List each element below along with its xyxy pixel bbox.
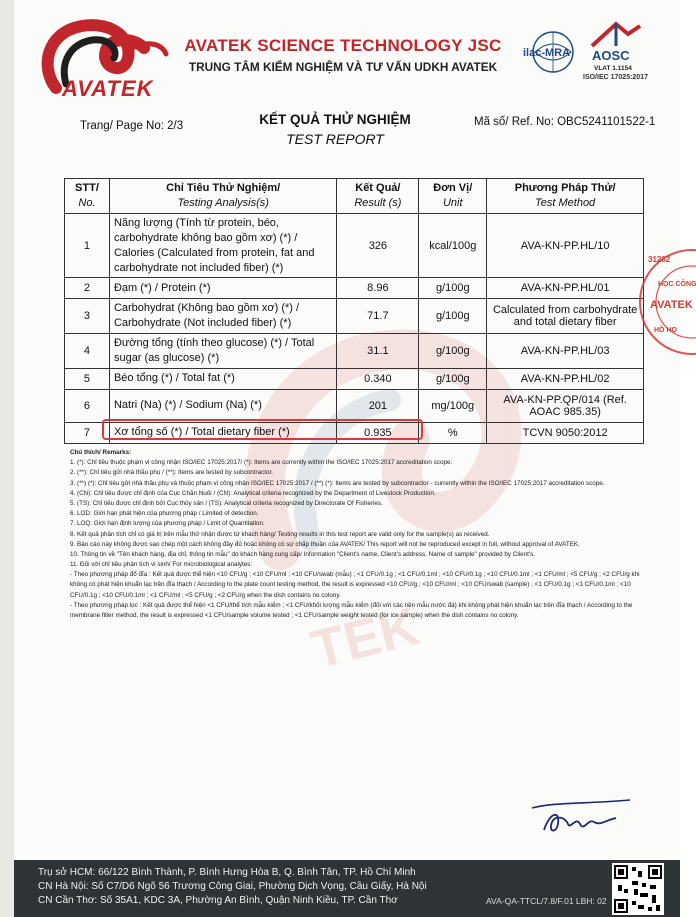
stamp-line-2: HỌC CÔNG: [658, 281, 696, 288]
remark-item: 11. Đối với chỉ tiêu phân tích vi sinh/ For microbiological analytes:: [70, 561, 253, 569]
row-no: 1: [65, 214, 110, 278]
row-result: 0.935: [337, 422, 419, 443]
page-number: Trang/ Page No: 2/3: [80, 120, 184, 132]
ilac-mra-logo: [521, 26, 577, 76]
svg-text:TEK: TEK: [305, 596, 425, 681]
row-method: Calculated from carbohydrate and total dietary fiber: [487, 299, 644, 334]
reference-number: Mã số/ Ref. No: OBC5241101522-1: [474, 116, 656, 128]
row-unit: g/100g: [419, 299, 487, 334]
row-result: 71.7: [337, 299, 419, 334]
footer-addresses: [38, 866, 427, 907]
row-analysis: Đạm (*) / Protein (*): [109, 278, 336, 299]
address-hcm: Trụ sở HCM: 66/122 Bình Thành, P. Bình Hưng Hòa B, Q. Bình Tân, TP. Hồ Chí Minh: [38, 867, 416, 878]
remark-item: - Theo phương pháp đổ đĩa : Kết quả được thể hiện <10 CFU/g ; <10 CFU/ml ; <10 CFU/swab (mẫu) ; <1 CFU/0.1g ; <1 CFU/0.1ml ; <10 CFU/0.1g ; <10 CFU/0.1ml ; <1 CFU/ml ; <5 CFU/g ; <2 CFU/g khi không có phát hiện khuẩn lạc trên đĩa thạch / According to the plate count testing method, the result is expressed <10 CFU/g ; <10 CFU/ml ; <10 CFU/swab (sample) ; <1 CFU/0.1g ; <1 CFU/0.1ml ; <10 CFU/0.1g ; <10 CFU/0.1ml ; <1 CFU/ml ; <5 CFU/g ; <2 CFU/g when the dish contains no colony.: [70, 571, 640, 599]
row-no: 5: [65, 368, 110, 389]
remarks-section: [70, 448, 650, 621]
row-result: 201: [337, 389, 419, 422]
row-no: 3: [65, 299, 110, 334]
ilac-label: ilac-MRA: [523, 47, 571, 59]
row-analysis: Carbohydrat (Không bao gồm xơ) (*) / Carbohydrate (Not included fiber) (*): [109, 299, 336, 334]
aosc-logo: [582, 20, 652, 82]
remark-item: 10. Thông tin về "Tên khách hàng, địa chỉ, thông tin mẫu" do khách hàng cung cấp/ Information "Client's name, Client's address, Name of sample" provided by Client's.: [70, 550, 536, 558]
table-row: [65, 334, 644, 369]
row-analysis: Đường tổng (tính theo glucose) (*) / Total sugar (as glucose) (*): [109, 334, 336, 369]
row-analysis: Béo tổng (*) / Total fat (*): [109, 368, 336, 389]
remark-item: 8. Kết quả phân tích chỉ có giá trị trên mẫu thử nhận được từ khách hàng/ Testing results in this test report are valid only for the sample(s) as received.: [70, 530, 490, 538]
row-no: 4: [65, 334, 110, 369]
row-no: 6: [65, 389, 110, 422]
qr-code: [612, 863, 664, 915]
row-unit: kcal/100g: [419, 214, 487, 278]
row-no: 2: [65, 278, 110, 299]
row-unit: g/100g: [419, 368, 487, 389]
red-stamp: [636, 246, 696, 358]
row-method: AVA-KN-PP.QP/014 (Ref. AOAC 985.35): [487, 389, 644, 422]
remark-item: 2. (**): Chỉ tiêu gửi nhà thầu phụ / (**): Items are tested by subcontractor.: [70, 469, 274, 477]
row-result: 8.96: [337, 278, 419, 299]
vlat-label: VLAT 1.1154: [594, 65, 632, 72]
remark-item: 6. LOD: Giới hạn phát hiện của phương pháp / Limited of detection.: [70, 510, 259, 518]
row-method: AVA-KN-PP.HL/02: [487, 368, 644, 389]
remark-item: 9. Báo cáo này không được sao chép một cách không đầy đủ hoặc không có sự chấp thuận của AVATEK/ This report will not be reproduced except in full, without approval of AVATEK.: [70, 540, 580, 548]
address-hanoi: CN Hà Nội: Số C7/D6 Ngõ 56 Trương Công Giai, Phường Dịch Vọng, Cầu Giấy, Hà Nội: [38, 880, 427, 892]
report-title-en: TEST REPORT: [286, 131, 384, 147]
row-unit: mg/100g: [419, 389, 487, 422]
company-header: [178, 36, 508, 74]
aosc-label: AOSC: [592, 48, 630, 63]
table-row: [65, 389, 644, 422]
header-analysis: Chỉ Tiêu Thử Nghiệm/ Testing Analysis(s): [109, 179, 336, 214]
remarks-heading: Chú thích/ Remarks:: [70, 449, 132, 456]
row-unit: g/100g: [419, 334, 487, 369]
row-unit: %: [419, 422, 487, 443]
row-analysis: Năng lượng (Tính từ protein, béo, carbohydrate không bao gồm xơ) (*) / Calories (Calculated from protein, fat and carbohydrate not included fiber) (*): [109, 214, 336, 278]
signature: [526, 794, 636, 840]
row-result: 31.1: [337, 334, 419, 369]
scan-edge: [0, 0, 14, 917]
table-row: [65, 368, 644, 389]
row-method: AVA-KN-PP.HL/03: [487, 334, 644, 369]
table-row: [65, 214, 644, 278]
logo-wordmark: AVATEK: [62, 76, 154, 101]
row-result: 326: [337, 214, 419, 278]
table-header-row: [65, 179, 644, 214]
address-cantho: CN Cần Thơ: Số 35A1, KDC 3A, Phường An Bình, Quận Ninh Kiều, TP. Cần Thơ: [38, 894, 398, 906]
stamp-line-4: HỒ HỌ: [654, 327, 677, 334]
remark-item: 4. (CN): Chỉ tiêu được chỉ định của Cục Chăn Nuôi / (CN): Analytical criteria recognized by the Department of Livestock Production.: [70, 489, 436, 497]
fiber-highlight-box: [102, 419, 423, 440]
row-unit: g/100g: [419, 278, 487, 299]
form-code: AVA-QA-TTCL/7.8/F.01 LBH: 02: [486, 896, 607, 906]
header-method: Phương Pháp Thử/ Test Method: [487, 179, 644, 214]
remark-item: - Theo phương pháp lọc : Kết quả được thể hiện <1 CFU/thể tích mẫu kiểm ; <1 CFU/khối lượng mẫu kiểm (đối với các nền mẫu nước đá) khi không phát hiện khuẩn lạc trên đĩa thạch / According to the membrane filter method, the result is expressed <1 CFU/sample volume tested ; <1 CFU/sample weight tested (for ice sample) when the dish contains no colony.: [70, 601, 633, 619]
row-method: AVA-KN-PP.HL/10: [487, 214, 644, 278]
remark-item: 5. (TS): Chỉ tiêu được chỉ định bởi Cục thủy sản / (TS): Analytical criteria recognized by Directorate Of Fisheries.: [70, 499, 383, 507]
company-name-en: AVATEK SCIENCE TECHNOLOGY JSC: [184, 36, 502, 55]
header-no: STT/ No.: [65, 179, 110, 214]
stamp-line-3: AVATEK: [650, 299, 693, 311]
row-result: 0.340: [337, 368, 419, 389]
iso-label: ISO/IEC 17025:2017: [583, 74, 648, 81]
row-method: TCVN 9050:2012: [487, 422, 644, 443]
report-title: [240, 112, 430, 147]
table-row: [65, 278, 644, 299]
table-row: [65, 299, 644, 334]
row-analysis: Natri (Na) (*) / Sodium (Na) (*): [109, 389, 336, 422]
remark-item: 7. LOQ: Giới hạn định lượng của phương pháp / Limit of Quantitation.: [70, 520, 265, 528]
remark-item: 1. (*): Chỉ tiêu thuộc phạm vi công nhận ISO/IEC 17025:2017/ (*): Items are currently within the ISO/IEC 17025:2017 accreditation scope.: [70, 459, 453, 467]
row-analysis: Xơ tổng số (*) / Total dietary fiber (*): [109, 422, 336, 443]
report-title-vn: KẾT QUẢ THỬ NGHIỆM: [259, 112, 411, 127]
stamp-line-1: 31262: [648, 255, 671, 264]
results-table: [64, 178, 644, 444]
footer-bar: [14, 860, 680, 917]
row-no: 7: [65, 422, 110, 443]
header-result: Kết Quả/ Result (s): [337, 179, 419, 214]
header-unit: Đơn Vị/ Unit: [419, 179, 487, 214]
company-name-vn: TRUNG TÂM KIỂM NGHIỆM VÀ TƯ VẤN UDKH AVATEK: [188, 60, 498, 74]
row-method: AVA-KN-PP.HL/01: [487, 278, 644, 299]
remark-item: 3. (**) (*): Chỉ tiêu gửi nhà thầu phụ và thuộc phạm vi công nhận ISO/IEC 17025:2017 / (**) (*): Items are tested by subcontractor - currently within the ISO/IEC 17025:2017 accreditation scope.: [70, 479, 605, 487]
